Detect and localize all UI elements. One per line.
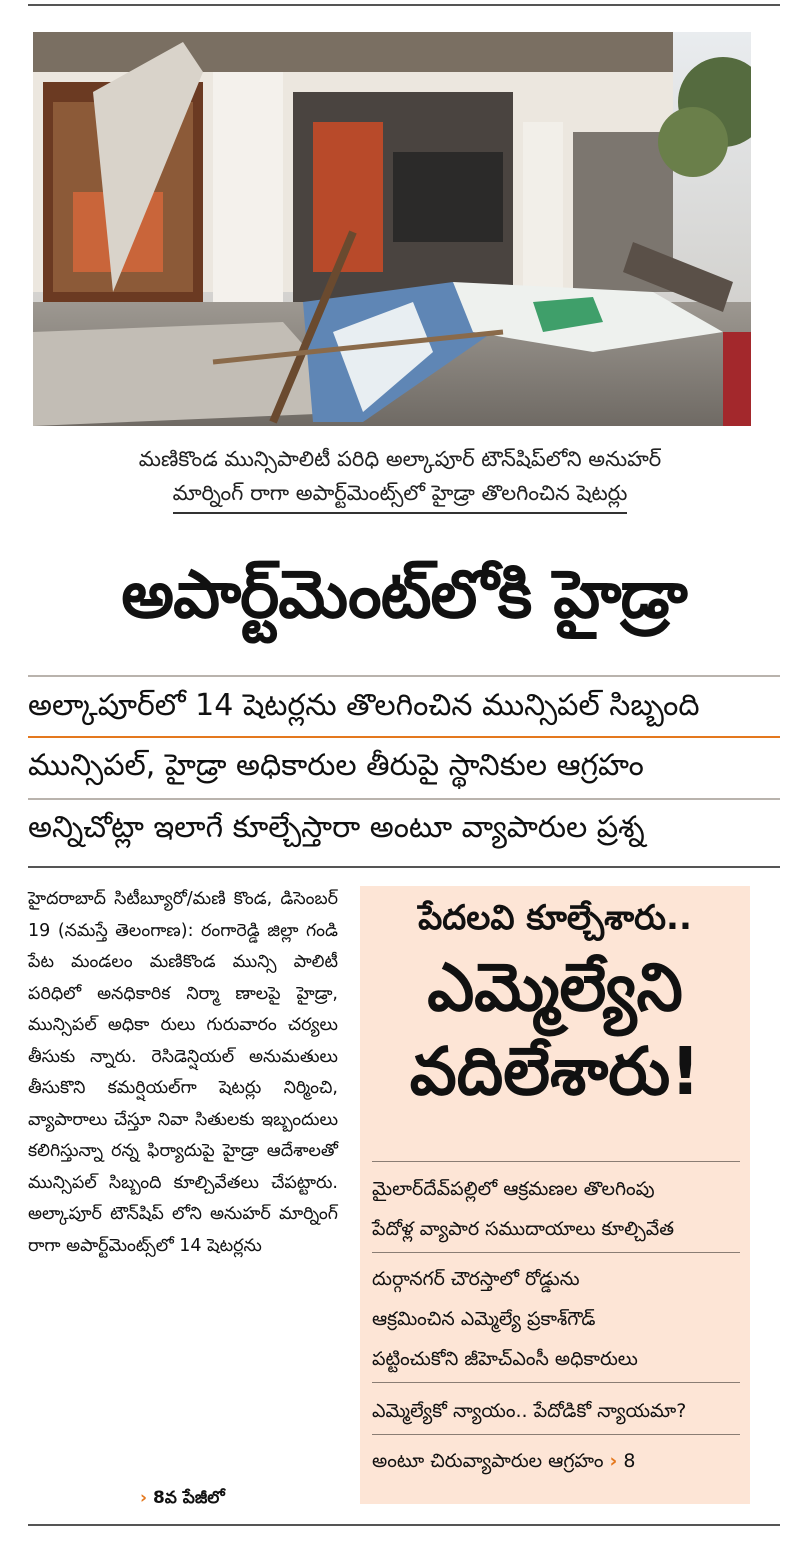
- deck-rule-top: [28, 675, 780, 677]
- box-page-ref: 8: [623, 1450, 636, 1472]
- caption-line-2: మార్నింగ్ రాగా అపార్ట్‌మెంట్స్‌లో హైడ్రా తొలగించిన షెటర్లు: [173, 476, 628, 514]
- box-divider: [372, 1161, 740, 1162]
- box-line-1: మైలార్‌దేవ్‌పల్లిలో ఆక్రమణల తొలగింపు: [372, 1178, 655, 1200]
- box-line-4: ఆక్రమించిన ఎమ్మెల్యే ప్రకాశ్‌గౌడ్: [372, 1308, 596, 1330]
- box-line-3: దుర్గానగర్ చౌరస్తాలో రోడ్డును: [372, 1268, 580, 1290]
- box-heading-1: పేదలవి కూల్చేశారు..: [418, 898, 692, 938]
- caption-line-1: మణికొండ మున్సిపాలిటీ పరిధి అల్కాపూర్ టౌన్‌షిప్‌లోని అనుహర్: [138, 447, 662, 471]
- deck-line-1: అల్కాపూర్‌లో 14 షెటర్లను తొలగించిన మున్సిపల్ సిబ్బంది: [28, 688, 700, 723]
- deck-line-3: అన్నిచోట్లా ఇలాగే కూల్చేస్తారా అంటూ వ్యాపారుల ప్రశ్న: [28, 810, 645, 845]
- sidebar-story-box: [360, 886, 750, 1504]
- demolished-shutters-photo: [33, 32, 751, 426]
- box-heading-2-line-2: వదిలేశారు!: [409, 1033, 701, 1110]
- news-photo: [33, 32, 751, 426]
- box-line-7: [372, 1442, 740, 1480]
- bottom-rule: [28, 1524, 780, 1526]
- box-heading-2: [360, 946, 750, 1114]
- box-divider: [372, 1382, 740, 1383]
- headline: అపార్ట్‌మెంట్‌లోకి హైడ్రా: [121, 556, 687, 633]
- deck-line-2: మున్సిపల్, హైడ్రా అధికారుల తీరుపై స్థానికుల ఆగ్రహం: [28, 748, 644, 783]
- box-line-6: ఎమ్మెల్యేకో న్యాయం.. పేదోడికో న్యాయమా?: [372, 1400, 687, 1422]
- photo-caption: [40, 442, 760, 514]
- body-paragraph: హైదరాబాద్ సిటీబ్యూరో/మణి కొండ, డిసెంబర్ 19 (నమస్తే తెలంగాణ): రంగారెడ్డి జిల్లా గండి పేట మండలం మణికొండ మున్సి పాలిటీ పరిధిలో అనధికారిక నిర్మా ణాలపై హైడ్రా, మున్సిపల్ అధికా రులు గురువారం చర్యలు తీసుకు న్నారు. రెసిడెన్షియల్ అనుమతులు తీసుకొని కమర్షియల్‌గా షెటర్లు నిర్మించి, వ్యాపారాలు చేస్తూ నివా సితులకు ఇబ్బందులు కలిగిస్తున్నా రన్న ఫిర్యాదుపై హైడ్రా ఆదేశాలతో మున్సిపల్ సిబ్బంది కూల్చివేతలు చేపట్టారు. అల్కాపూర్ టౌన్‌షిప్ లోని అనుహర్ మార్నింగ్ రాగా అపార్ట్‌మెంట్స్‌లో 14 షెటర్లను: [28, 889, 338, 1256]
- box-divider: [372, 1252, 740, 1253]
- continued-on-page-text: 8వ పేజీలో: [152, 1488, 225, 1508]
- chevron-right-icon: ›: [609, 1450, 618, 1472]
- article-body: [28, 884, 338, 1262]
- box-heading-2-line-1: ఎమ్మెల్యేని: [427, 949, 683, 1026]
- box-line-2: పేదోళ్ల వ్యాపార సముదాయాలు కూల్చివేత: [372, 1218, 675, 1240]
- box-line-7-text: అంటూ చిరువ్యాపారుల ఆగ్రహం: [372, 1450, 604, 1472]
- box-line-5: పట్టించుకోని జీహెచ్ఎంసీ అధికారులు: [372, 1348, 638, 1370]
- box-divider: [372, 1434, 740, 1435]
- chevron-right-icon: ›: [140, 1488, 148, 1508]
- top-rule: [28, 4, 780, 6]
- continued-on-page: [140, 1488, 225, 1512]
- deck-rule-bottom: [28, 866, 780, 868]
